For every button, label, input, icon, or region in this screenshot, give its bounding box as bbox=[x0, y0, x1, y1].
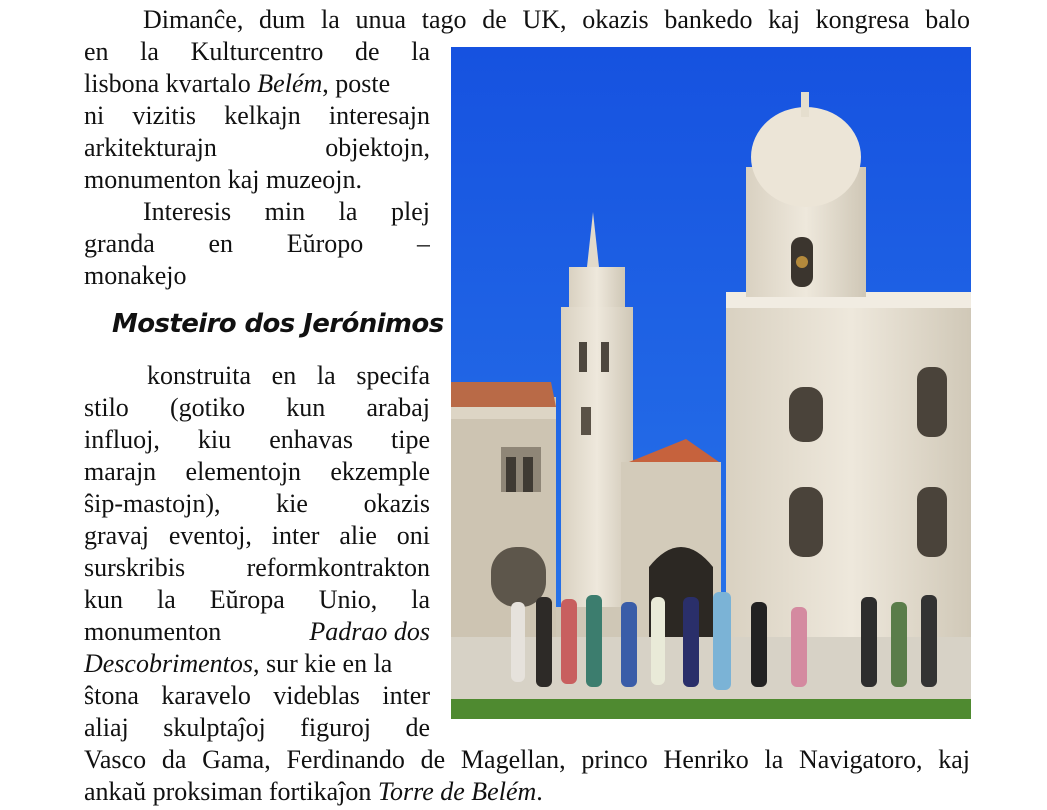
dome bbox=[751, 107, 861, 207]
section-heading: Mosteiro dos Jerónimos bbox=[112, 309, 444, 339]
paragraph-3-line-3: influoj, kiu enhavas tipe bbox=[84, 425, 430, 454]
paragraph-3-line-11: ŝtona karavelo videblas inter bbox=[84, 681, 430, 710]
paragraph-3-line-12: aliaj skulptaĵoj figuroj de bbox=[84, 713, 430, 742]
paragraph-2-line-1: Interesis min la plej bbox=[143, 197, 430, 226]
paragraph-3-line-14: ankaŭ proksiman fortikaĵon Torre de Belém. bbox=[84, 777, 543, 806]
monastery-illustration bbox=[451, 47, 971, 719]
paragraph-1-line-1: Dimanĉe, dum la unua tago de UK, okazis bankedo kaj kongresa balo bbox=[143, 5, 970, 34]
paragraph-3-line-8: kun la Eŭropa Unio, la bbox=[84, 585, 430, 614]
grass bbox=[451, 699, 971, 719]
paragraph-3-line-4: marajn elementojn ekzemple bbox=[84, 457, 430, 486]
place-name-belem: Belém bbox=[257, 69, 323, 98]
paragraph-1-line-2: en la Kulturcentro de la bbox=[84, 37, 430, 66]
paragraph-3-line-13: Vasco da Gama, Ferdinando de Magellan, princo Henriko la Navigatoro, kaj bbox=[84, 745, 970, 774]
paragraph-3-line-10: Descobrimentos, sur kie en la bbox=[84, 649, 393, 678]
left-roof bbox=[451, 382, 556, 407]
monument-name: Padrao dos bbox=[309, 617, 430, 646]
bell bbox=[796, 256, 808, 268]
paragraph-1-line-6: monumenton kaj muzeojn. bbox=[84, 165, 363, 194]
paragraph-3-line-5: ŝip-mastojn), kie okazis bbox=[84, 489, 430, 518]
paragraph-3-line-2: stilo (gotiko kun arabaj bbox=[84, 393, 430, 422]
paragraph-3-line-1: konstruita en la specifa bbox=[147, 361, 430, 390]
monastery-photo bbox=[451, 47, 971, 719]
paragraph-1-line-5: arkitekturajn objektojn, bbox=[84, 133, 430, 162]
paragraph-1-line-3: lisbona kvartalo Belém, poste bbox=[84, 69, 391, 98]
paragraph-3-line-7: surskribis reformkontrakton bbox=[84, 553, 430, 582]
crowd bbox=[511, 592, 937, 690]
paragraph-3-line-6: gravaj eventoj, inter alie oni bbox=[84, 521, 430, 550]
paragraph-2-line-2: granda en Eŭropo – bbox=[84, 229, 430, 258]
place-name-torre: Torre de Belém bbox=[377, 777, 537, 806]
paragraph-2-line-3: monakejo bbox=[84, 261, 187, 290]
main-facade bbox=[726, 292, 971, 642]
paragraph-1-line-4: ni vizitis kelkajn interesajn bbox=[84, 101, 430, 130]
paragraph-3-line-9: monumenton Padrao dos bbox=[84, 617, 430, 646]
